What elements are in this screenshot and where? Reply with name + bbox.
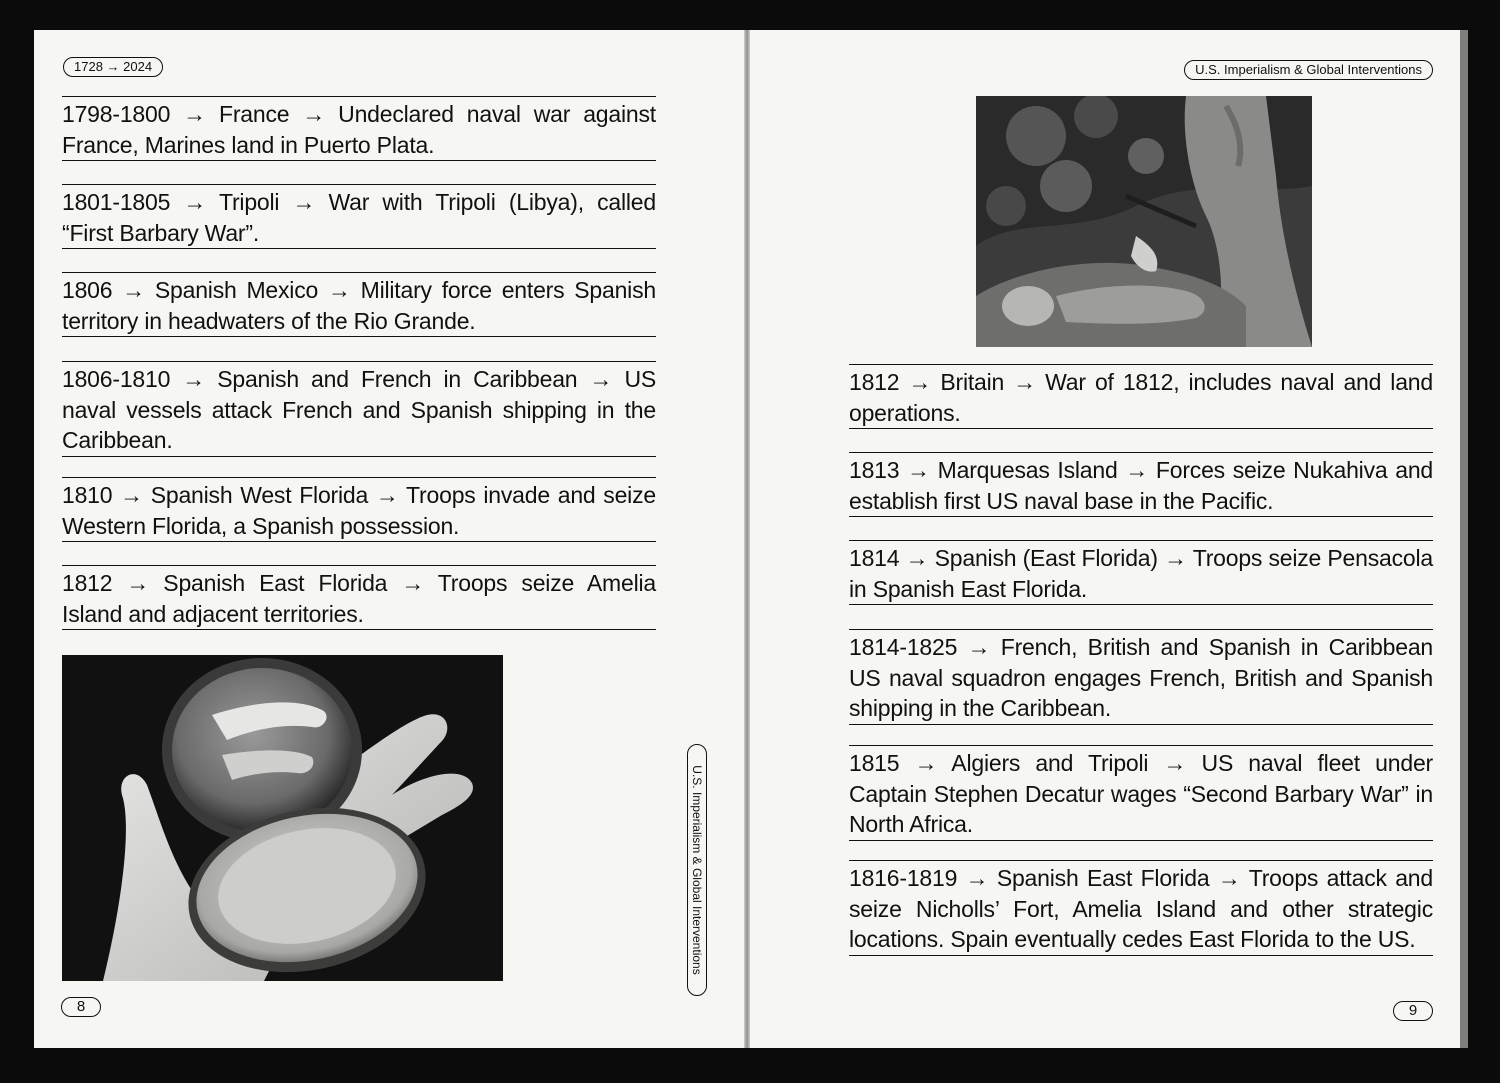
timeline-entry: 1816-1819 → Spanish East Florida → Troops attack and seize Nicholls’ Fort, Amelia Island and other strategic locations. Spain eventually cedes East Florida to the US.: [849, 860, 1433, 956]
page-number: 9: [1393, 1001, 1433, 1021]
timeline-entry: 1798-1800 → France → Undeclared naval war against France, Marines land in Puerto Plata.: [62, 96, 656, 161]
spine-title: U.S. Imperialism & Global Interventions: [690, 765, 704, 975]
left-page: [34, 30, 744, 1048]
timeline-entry: 1814 → Spanish (East Florida) → Troops seize Pensacola in Spanish East Florida.: [849, 540, 1433, 605]
timeline-entry: 1812 → Britain → War of 1812, includes naval and land operations.: [849, 364, 1433, 429]
page-edge: [1460, 30, 1468, 1048]
timeline-entry: 1810 → Spanish West Florida → Troops invade and seize Western Florida, a Spanish possession.: [62, 477, 656, 542]
spine-title-pill: [687, 744, 707, 996]
wounded-soldier-photo: [976, 96, 1312, 347]
timeline-entry: 1815 → Algiers and Tripoli → US naval fleet under Captain Stephen Decatur wages “Second Barbary War” in North Africa.: [849, 745, 1433, 841]
timeline-entry: 1806 → Spanish Mexico → Military force enters Spanish territory in headwaters of the Rio Grande.: [62, 272, 656, 337]
timeline-entry: 1814-1825 → French, British and Spanish in Caribbean US naval squadron engages French, British and Spanish shipping in the Caribbean.: [849, 629, 1433, 725]
timeline-entry: 1801-1805 → Tripoli → War with Tripoli (Libya), called “First Barbary War”.: [62, 184, 656, 249]
year-range-label: 1728 → 2024: [63, 57, 163, 77]
running-header: U.S. Imperialism & Global Interventions: [1184, 60, 1433, 80]
timeline-entry: 1806-1810 → Spanish and French in Caribbean → US naval vessels attack French and Spanish shipping in the Caribbean.: [62, 361, 656, 457]
timeline-entry: 1812 → Spanish East Florida → Troops seize Amelia Island and adjacent territories.: [62, 565, 656, 630]
right-page: [750, 30, 1460, 1048]
compact-mirror-photo: [62, 655, 503, 981]
timeline-entry: 1813 → Marquesas Island → Forces seize Nukahiva and establish first US naval base in the Pacific.: [849, 452, 1433, 517]
page-number: 8: [61, 997, 101, 1017]
